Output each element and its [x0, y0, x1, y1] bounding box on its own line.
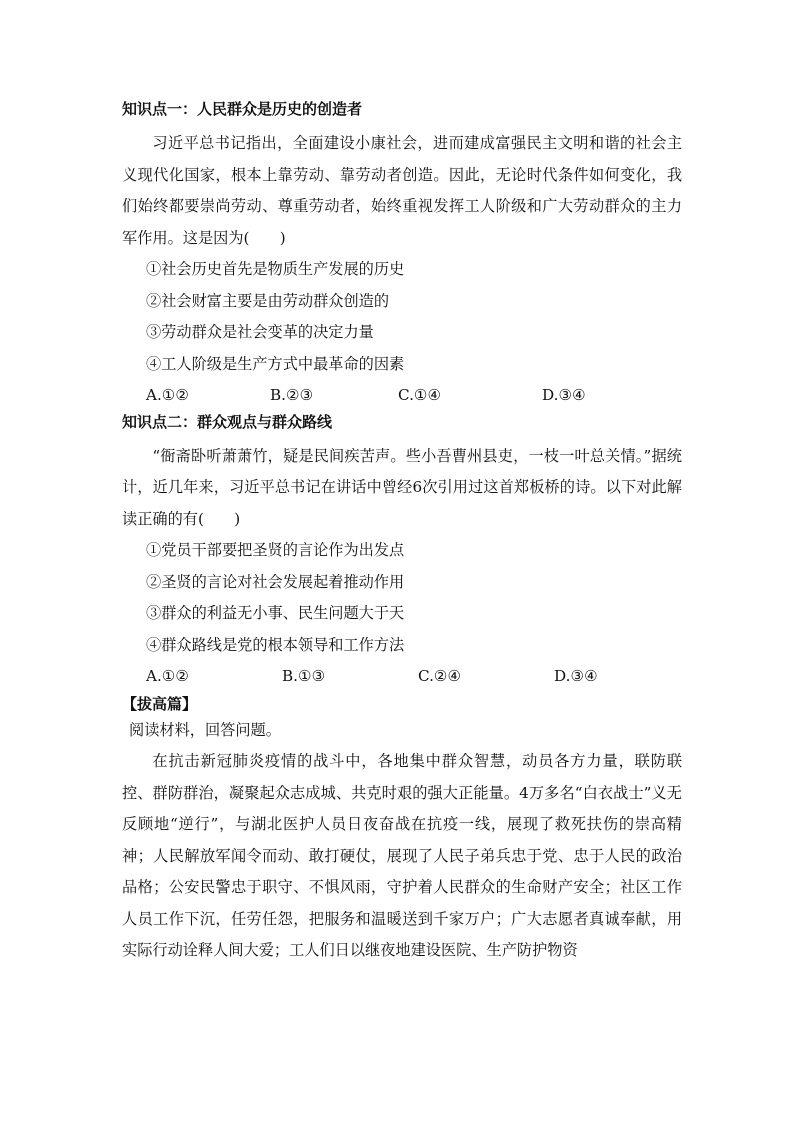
question-2-option-c: C.②④ [418, 667, 462, 685]
question-2-text: “衙斋卧听萧萧竹，疑是民间疾苦声。些小吾曹州县吏，一枝一叶总关情。”据统计，近几年来，习近平总书记在讲话中曾经6次引用过这首郑板桥的诗。以下对此解读正确的有( ) [122, 446, 682, 528]
question-2-item-4: ④群众路线是党的根本领导和工作方法 [146, 635, 405, 654]
question-2-option-a: A.①② [146, 667, 190, 685]
question-1-option-c: C.①④ [398, 386, 442, 404]
question-1-item-1: ①社会历史首先是物质生产发展的历史 [146, 260, 405, 278]
question-2-options [122, 661, 682, 693]
question-2-option-b: B.①③ [282, 667, 326, 685]
question-1-item-2: ②社会财富主要是由劳动群众创造的 [146, 291, 389, 310]
section-heading-1: 知识点一：人民群众是历史的创造者 [122, 100, 363, 118]
question-1-option-b: B.②③ [270, 386, 314, 404]
question-1-item-4: ④工人阶级是生产方式中最革命的因素 [146, 354, 405, 373]
document-content [122, 99, 682, 967]
question-2-item-1: ①党员干部要把圣贤的言论作为出发点 [146, 541, 405, 559]
question-1-option-d: D.③④ [542, 386, 586, 404]
reading-material: 在抗击新冠肺炎疫情的战斗中，各地集中群众智慧，动员各方力量，联防联控、群防群治，凝聚起众志成城、共克时艰的强大正能量。4万多名“白衣战士”义无反顾地“逆行”，与湖北医护人员日夜奋战在抗疫一线，展现了救死扶伤的崇高精神；人民解放军闻令而动、敢打硬仗，展现了人民子弟兵忠于党、忠于人民的政治品格；公安民警忠于职守、不惧风雨，守护着人民群众的生命财产安全；社区工作人员工作下沉，任劳任怨，把服务和温暖送到千家万户；广大志愿者真诚奉献，用实际行动诠释人间大爱；工人们日以继夜地建设医院、生产防护物资 [122, 752, 682, 959]
section-heading-advanced: 【拔高篇】 [122, 694, 198, 713]
question-1-item-3: ③劳动群众是社会变革的决定力量 [146, 323, 374, 341]
reading-instruction: 阅读材料，回答问题。 [129, 720, 281, 739]
question-2-item-2: ②圣贤的言论对社会发展起着推动作用 [146, 572, 405, 591]
question-2-item-3: ③群众的利益无小事、民生问题大于天 [146, 604, 405, 622]
question-2-option-d: D.③④ [554, 667, 598, 685]
question-1-text: 习近平总书记指出，全面建设小康社会，进而建成富强民主文明和谐的社会主义现代化国家，根本上靠劳动、靠劳动者创造。因此，无论时代条件如何变化，我们始终都要崇尚劳动、尊重劳动者，始终重视发挥工人阶级和广大劳动群众的主力军作用。这是因为( ) [122, 134, 682, 247]
question-1-option-a: A.①② [146, 386, 190, 404]
section-heading-2: 知识点二：群众观点与群众路线 [122, 412, 333, 431]
question-1-options [122, 380, 682, 412]
